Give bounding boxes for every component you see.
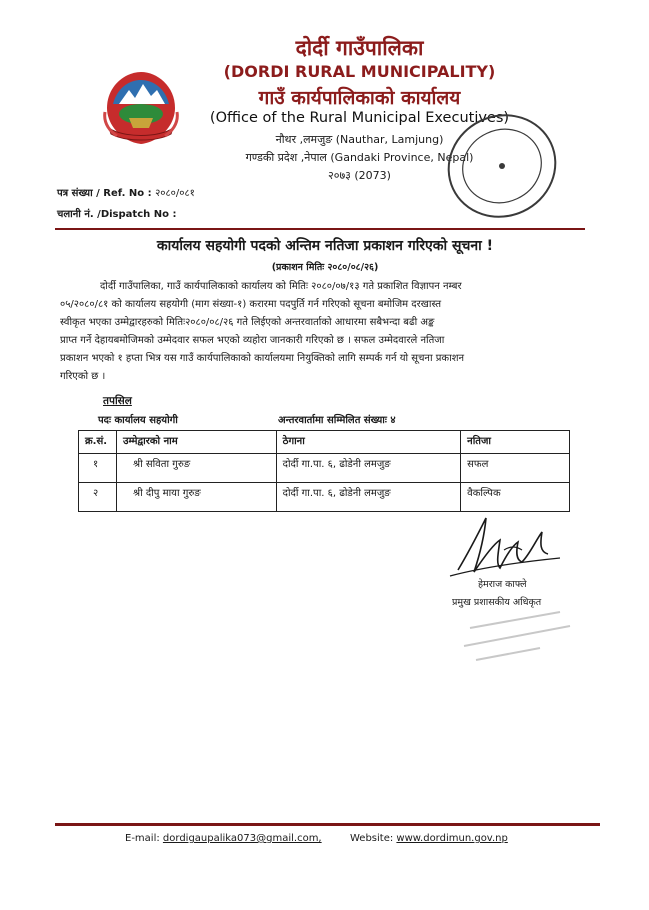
round-stamp-icon [430, 108, 570, 226]
column-header: उम्मेद्वारको नाम [116, 431, 276, 454]
footer-website: Website: www.dordimun.gov.np [350, 833, 508, 844]
candidate-name: श्री सविता गुरुङ [116, 454, 276, 483]
table-row [79, 483, 570, 512]
interview-count: अन्तरवार्तामा सम्मिलित संख्याः ४ [278, 415, 396, 426]
notice-line-5: प्रकाशन भएको १ हप्ता भित्र यस गाउँ कार्यपालिकाको कार्यालयमा नियुक्तिको लागि सम्पर्क गर्न यो सूचना प्रकाशन [60, 353, 465, 364]
address-line-1: नौथर ,लमजुङ (Nauthar, Lamjung) [275, 133, 444, 146]
row-serial: १ [79, 454, 117, 483]
publication-date: (प्रकाशन मितिः २०८०/०८/२६) [271, 262, 379, 273]
column-header: क्र.सं. [79, 431, 117, 454]
results-table [78, 430, 570, 512]
candidate-result: सफल [461, 454, 570, 483]
website-link[interactable]: www.dordimun.gov.np [396, 833, 508, 844]
established-year: २०७३ (2073) [328, 169, 391, 182]
candidate-result: वैकल्पिक [461, 483, 570, 512]
schedule-heading: तपसिल [103, 395, 132, 407]
notice-line-6: गरिएको छ । [60, 371, 106, 382]
table-header-row [79, 431, 570, 454]
post-label: पदः कार्यालय सहयोगी [98, 415, 178, 426]
address-line-2: गण्डकी प्रदेश ,नेपाल (Gandaki Province, Nepal) [245, 151, 474, 164]
column-header: ठेगाना [276, 431, 461, 454]
notice-line-2: ०५/२०८०/८१ को कार्यालय सहयोगी (माग संख्या-१) करारमा पदपुर्ति गर्न गरिएको सूचना बमोजिम दरखास्त [60, 299, 442, 310]
notice-line-1: दोर्दी गाउँपालिका, गाउँ कार्यपालिकाको कार्यालय को मितिः २०८०/०७/१३ गते प्रकाशित विज्ञापन नम्बर [100, 281, 462, 292]
signature-icon [440, 510, 570, 585]
candidate-name: श्री दीपु माया गुरुङ [116, 483, 276, 512]
signatory-name: हेमराज काफ्ले [478, 579, 527, 590]
municipality-title-np: दोर्दी गाउँपालिका [295, 36, 424, 60]
row-serial: २ [79, 483, 117, 512]
footer-email: E-mail: dordigaupalika073@gmail.com, [125, 833, 322, 844]
notice-line-3: स्वीकृत भएका उम्मेद्वारहरुको मितिः२०८०/०८/२६ गते लिईएको अन्तरवार्ताको आधारमा सबैभन्दा बढी अङ्क [60, 317, 435, 328]
candidate-address: दोर्दी गा.पा. ६, ढोडेनी लमजुङ [276, 454, 461, 483]
candidate-address: दोर्दी गा.पा. ६, ढोडेनी लमजुङ [276, 483, 461, 512]
notice-line-4: प्राप्त गर्ने देहायबमोजिमको उम्मेदवार सफल भएको व्यहोरा जानकारी गरिएको छ । सफल उम्मेदवारले नतिजा [60, 335, 445, 346]
municipality-title-en: (DORDI RURAL MUNICIPALITY) [223, 62, 496, 81]
column-header: नतिजा [461, 431, 570, 454]
office-title-en: (Office of the Rural Municipal Executives) [209, 110, 510, 126]
dispatch-number: चलानी नं. /Dispatch No : [57, 209, 177, 220]
header-divider [55, 228, 585, 230]
footer-divider [55, 823, 600, 826]
email-link[interactable]: dordigaupalika073@gmail.com, [162, 833, 322, 844]
faint-stamp-icon [450, 598, 590, 668]
signatory-designation: प्रमुख प्रशासकीय अधिकृत [452, 597, 542, 608]
notice-title: कार्यालय सहयोगी पदको अन्तिम नतिजा प्रकाशन गरिएको सूचना ! [156, 238, 494, 254]
table-row [79, 454, 570, 483]
office-title-np: गाउँ कार्यपालिकाको कार्यालय [258, 87, 461, 109]
ref-number: पत्र संख्या / Ref. No : २०८०/०८१ [57, 188, 195, 199]
